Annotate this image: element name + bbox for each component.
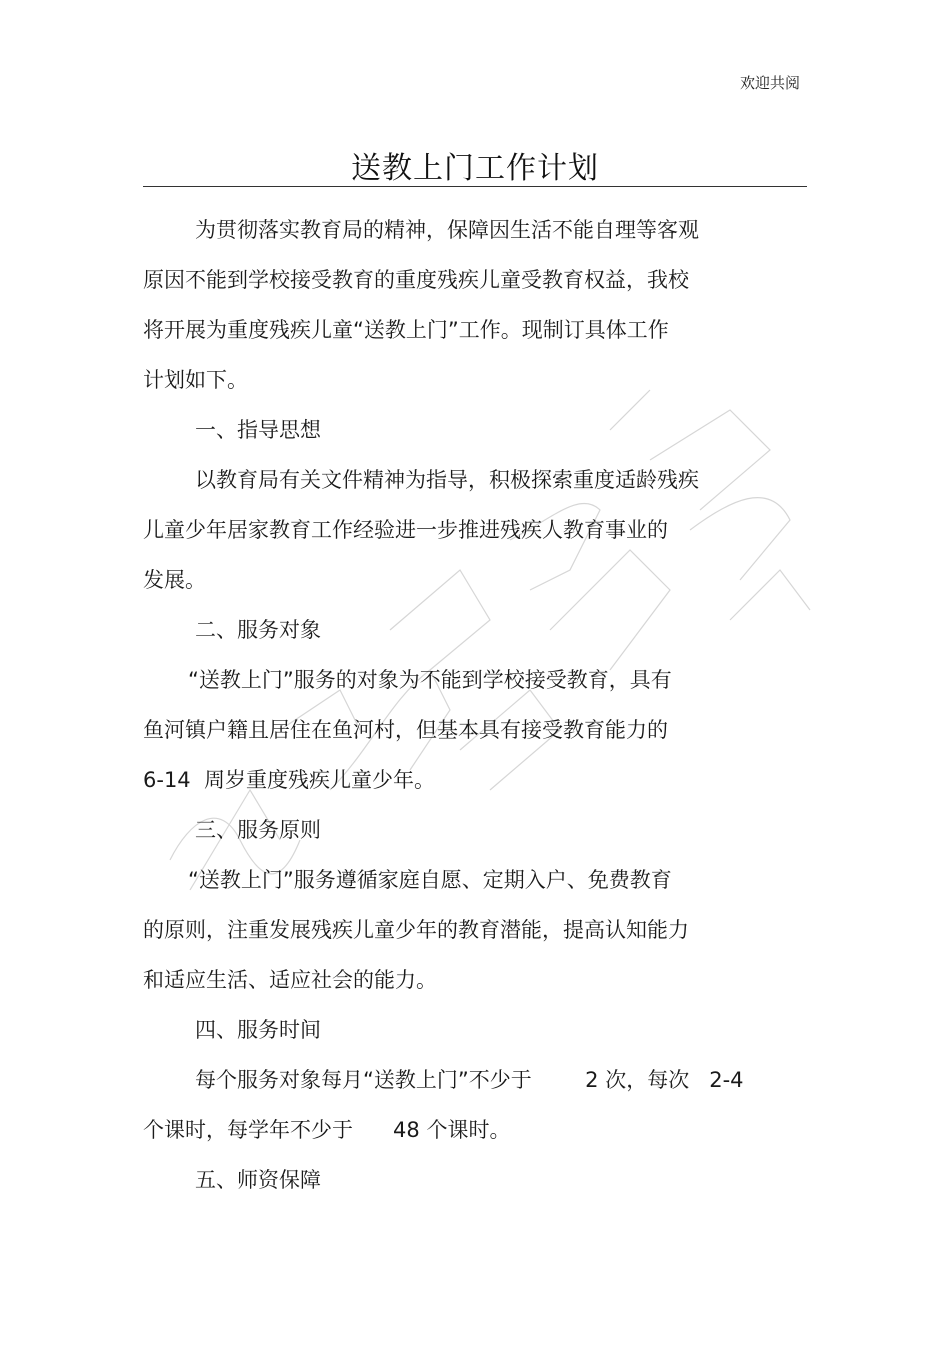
header-note: 欢迎共阅 xyxy=(739,74,800,92)
paragraph-line: 每个服务对象每月“送教上门”不少于 2 次，每次 2-4 xyxy=(195,1068,744,1092)
paragraph-line: 个课时，每学年不少于 48 个课时。 xyxy=(143,1118,511,1142)
paragraph-line: 的原则，注重发展残疾儿童少年的教育潜能，提高认知能力 xyxy=(143,918,689,942)
section-heading: 三、服务原则 xyxy=(195,818,321,842)
section-heading: 五、师资保障 xyxy=(195,1168,321,1192)
paragraph-line: 儿童少年居家教育工作经验进一步推进残疾人教育事业的 xyxy=(143,518,668,542)
paragraph-line: “送教上门”服务的对象为不能到学校接受教育，具有 xyxy=(188,668,672,692)
paragraph-line: 计划如下。 xyxy=(143,368,248,392)
section-heading: 一、指导思想 xyxy=(195,418,321,442)
watermark-graphic xyxy=(130,370,830,930)
paragraph-line: 和适应生活、适应社会的能力。 xyxy=(143,968,437,992)
paragraph-line: 原因不能到学校接受教育的重度残疾儿童受教育权益，我校 xyxy=(143,268,689,292)
paragraph-line: 为贯彻落实教育局的精神，保障因生活不能自理等客观 xyxy=(195,218,699,242)
paragraph-line: “送教上门”服务遵循家庭自愿、定期入户、免费教育 xyxy=(188,868,672,892)
paragraph-line: 6-14 周岁重度残疾儿童少年。 xyxy=(143,768,436,792)
paragraph-line: 发展。 xyxy=(143,568,206,592)
paragraph-line: 将开展为重度残疾儿童“送教上门”工作。现制订具体工作 xyxy=(143,318,669,342)
section-heading: 二、服务对象 xyxy=(195,618,321,642)
document-title: 送教上门工作计划 xyxy=(351,151,599,186)
section-heading: 四、服务时间 xyxy=(195,1018,321,1042)
paragraph-line: 以教育局有关文件精神为指导，积极探索重度适龄残疾 xyxy=(195,468,699,492)
paragraph-line: 鱼河镇户籍且居住在鱼河村，但基本具有接受教育能力的 xyxy=(143,718,668,742)
title-underline xyxy=(143,186,807,187)
